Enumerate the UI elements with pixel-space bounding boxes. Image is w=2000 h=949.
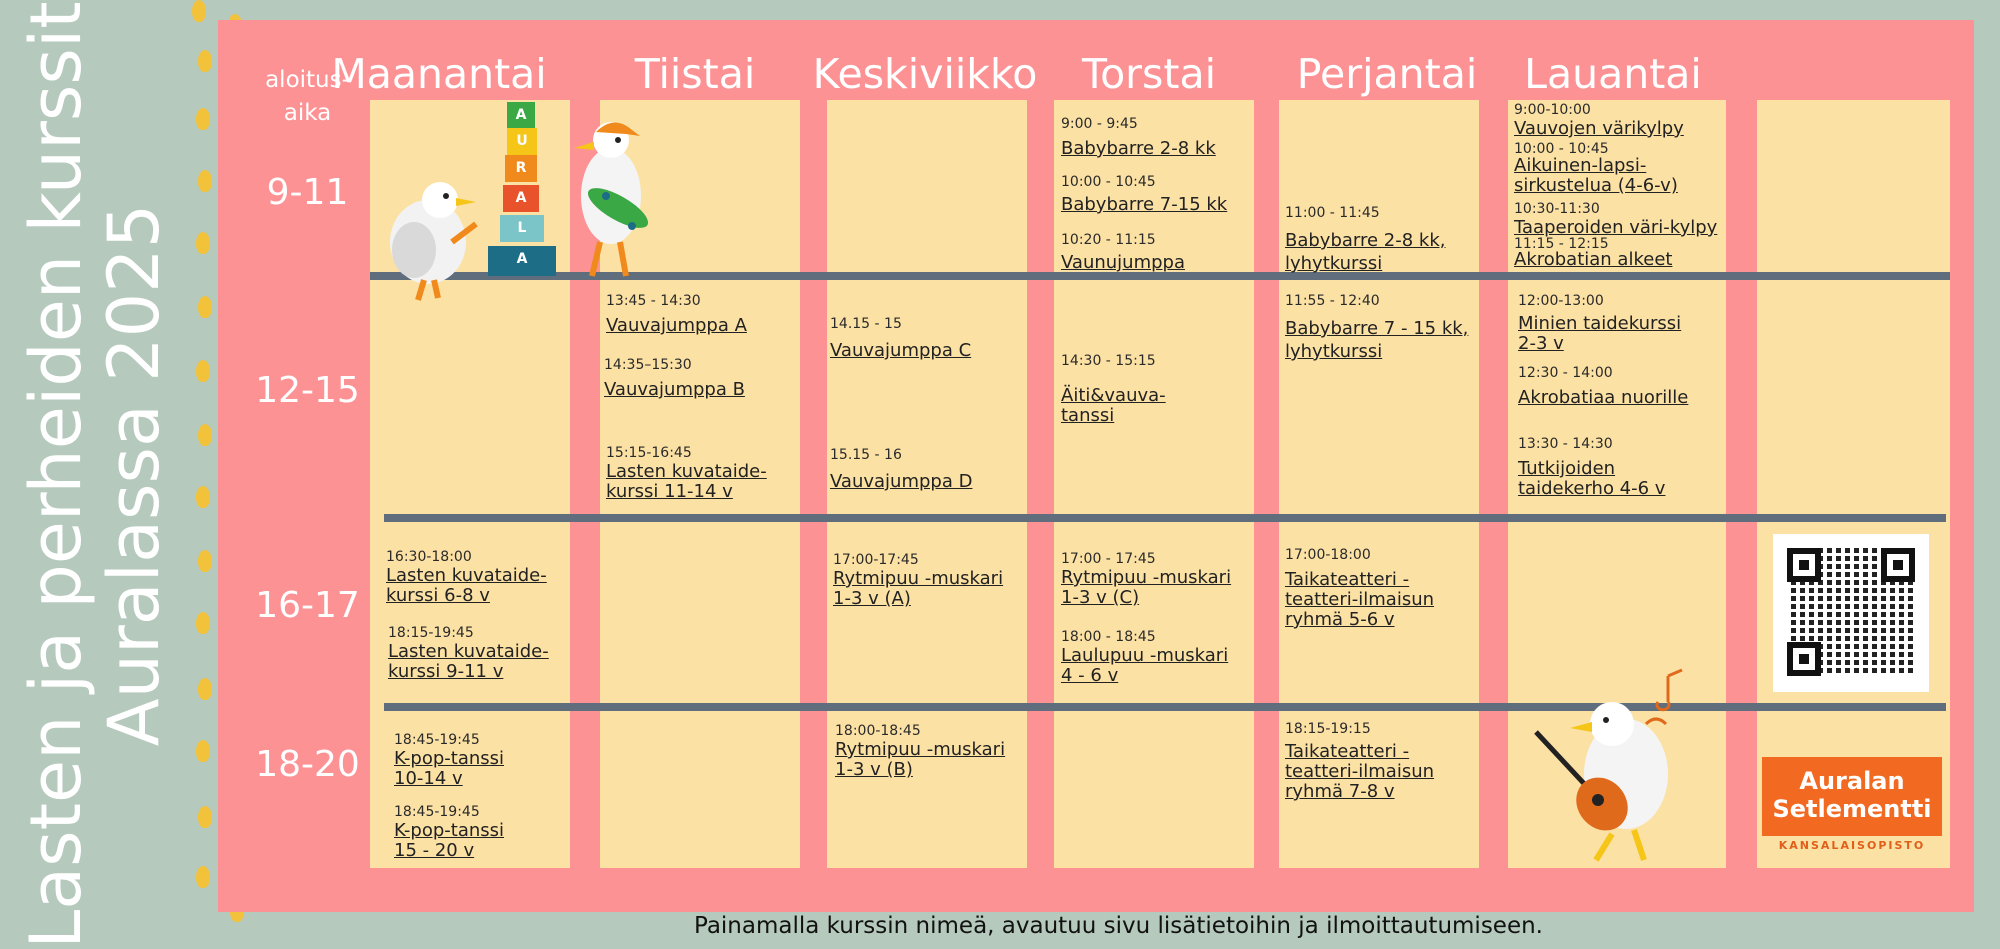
day-monday: Maanantai bbox=[331, 50, 547, 98]
column-extra bbox=[1757, 100, 1950, 868]
course-name[interactable]: Babybarre 7-15 kk bbox=[1061, 194, 1228, 215]
course-time: 16:30-18:00 bbox=[386, 549, 472, 565]
time-12-15: 12-15 bbox=[255, 370, 360, 411]
block-a3: A bbox=[488, 246, 556, 276]
course-name-2[interactable]: tanssi bbox=[1061, 405, 1115, 426]
block-r: R bbox=[505, 155, 537, 182]
divider-bar-3 bbox=[384, 703, 1946, 711]
course-name-2[interactable]: lyhytkurssi bbox=[1285, 253, 1383, 274]
course-name-2[interactable]: 15 - 20 v bbox=[394, 840, 475, 861]
course-fri-1[interactable] bbox=[1285, 204, 1446, 274]
course-name-2[interactable]: 2-3 v bbox=[1518, 333, 1564, 354]
course-name[interactable]: K-pop-tanssi bbox=[394, 748, 505, 769]
auralan-setlementti-logo[interactable] bbox=[1762, 757, 1942, 836]
course-time: 10:00 - 10:45 bbox=[1061, 174, 1156, 190]
course-name[interactable]: Tutkijoiden bbox=[1518, 458, 1616, 479]
course-name[interactable]: Akrobatiaa nuorille bbox=[1518, 387, 1689, 408]
day-tuesday: Tiistai bbox=[634, 50, 756, 98]
course-time: 10:20 - 11:15 bbox=[1061, 232, 1156, 248]
course-time: 18:00 - 18:45 bbox=[1061, 629, 1156, 645]
course-thu-2[interactable] bbox=[1061, 173, 1227, 215]
course-mon-2[interactable] bbox=[388, 624, 549, 682]
course-wed-4[interactable] bbox=[835, 722, 1005, 780]
start-label-1: aloitus- bbox=[265, 67, 350, 93]
course-thu-6[interactable] bbox=[1061, 628, 1228, 686]
course-name-2[interactable]: kurssi 11-14 v bbox=[606, 481, 733, 502]
divider-bar-2 bbox=[384, 514, 1946, 522]
course-wed-3[interactable] bbox=[833, 551, 1003, 609]
course-time: 13:45 - 14:30 bbox=[606, 293, 701, 309]
course-time: 10:00 - 10:45 bbox=[1514, 141, 1609, 157]
course-wed-2[interactable] bbox=[830, 446, 972, 492]
course-mon-1[interactable] bbox=[386, 548, 547, 606]
course-mon-3[interactable] bbox=[394, 731, 504, 789]
title-line-1: Lasten ja perheiden kurssit bbox=[15, 1, 97, 949]
course-name[interactable]: Taaperoiden väri-kylpy bbox=[1514, 217, 1718, 238]
course-time: 14:30 - 15:15 bbox=[1061, 353, 1156, 369]
course-time: 17:00 - 17:45 bbox=[1061, 551, 1156, 567]
course-time: 14:35–15:30 bbox=[604, 357, 692, 373]
course-name[interactable]: Vauvajumppa C bbox=[830, 340, 972, 361]
course-name-2[interactable]: kurssi 9-11 v bbox=[388, 661, 504, 682]
start-label-2: aika bbox=[283, 100, 332, 126]
time-18-20: 18-20 bbox=[255, 744, 360, 785]
course-name[interactable]: Lasten kuvataide- bbox=[386, 565, 547, 586]
course-name-2[interactable]: lyhytkurssi bbox=[1285, 341, 1383, 362]
course-time: 17:00-17:45 bbox=[833, 552, 919, 568]
course-time: 17:00-18:00 bbox=[1285, 547, 1371, 563]
course-name-3[interactable]: ryhmä 5-6 v bbox=[1285, 609, 1395, 630]
course-name-2[interactable]: 1-3 v (C) bbox=[1061, 587, 1140, 608]
course-name[interactable]: Rytmipuu -muskari bbox=[835, 739, 1006, 760]
course-time: 18:45-19:45 bbox=[394, 804, 480, 820]
course-time: 15:15-16:45 bbox=[606, 445, 692, 461]
footer-note: Painamalla kurssin nimeä, avautuu sivu lisätietoihin ja ilmoittautumiseen. bbox=[693, 913, 1543, 939]
course-name-2[interactable]: sirkustelua (4-6-v) bbox=[1514, 175, 1678, 196]
course-time: 18:15-19:15 bbox=[1285, 721, 1371, 737]
course-fri-3[interactable] bbox=[1285, 546, 1434, 630]
course-name-2[interactable]: 1-3 v (A) bbox=[833, 588, 911, 609]
course-time: 18:15-19:45 bbox=[388, 625, 474, 641]
course-time: 9:00 - 9:45 bbox=[1061, 116, 1138, 132]
logo-line-2: Setlementti bbox=[1772, 795, 1932, 823]
block-u: U bbox=[507, 128, 537, 155]
course-name[interactable]: Laulupuu -muskari bbox=[1061, 645, 1229, 666]
seagull-skateboard-illustration bbox=[556, 116, 676, 286]
course-thu-4[interactable] bbox=[1061, 352, 1166, 426]
course-name[interactable]: Rytmipuu -muskari bbox=[833, 568, 1004, 589]
course-name[interactable]: Lasten kuvataide- bbox=[606, 461, 767, 482]
course-name[interactable]: Aikuinen-lapsi- bbox=[1514, 155, 1647, 176]
course-name[interactable]: Vaunujumppa bbox=[1061, 252, 1185, 273]
course-fri-2[interactable] bbox=[1285, 292, 1468, 362]
course-name[interactable]: Akrobatian alkeet bbox=[1514, 249, 1673, 270]
day-saturday: Lauantai bbox=[1524, 50, 1702, 98]
course-time: 11:15 - 12:15 bbox=[1514, 236, 1609, 252]
course-time: 11:55 - 12:40 bbox=[1285, 293, 1380, 309]
course-fri-4[interactable] bbox=[1285, 720, 1434, 802]
course-time: 13:30 - 14:30 bbox=[1518, 436, 1613, 452]
qr-finder-tl bbox=[1787, 548, 1821, 582]
course-tue-3[interactable] bbox=[606, 444, 767, 502]
course-thu-1[interactable] bbox=[1061, 115, 1216, 159]
course-name[interactable]: Taikateatteri - bbox=[1285, 741, 1410, 762]
course-name-2[interactable]: 10-14 v bbox=[394, 768, 463, 789]
day-thursday: Torstai bbox=[1082, 50, 1216, 98]
course-name[interactable]: Babybarre 7 - 15 kk, bbox=[1285, 318, 1469, 339]
course-wed-1[interactable] bbox=[830, 315, 971, 361]
course-time: 18:45-19:45 bbox=[394, 732, 480, 748]
course-name-2[interactable]: 4 - 6 v bbox=[1061, 665, 1119, 686]
course-name[interactable]: K-pop-tanssi bbox=[394, 820, 505, 841]
logo-line-1: Auralan bbox=[1799, 767, 1905, 795]
course-sat-3[interactable] bbox=[1514, 200, 1717, 238]
column-thursday bbox=[1054, 100, 1254, 868]
qr-finder-bl bbox=[1787, 642, 1821, 676]
course-name[interactable]: Vauvojen värikylpy bbox=[1514, 118, 1684, 139]
time-16-17: 16-17 bbox=[255, 585, 360, 626]
course-sat-2[interactable] bbox=[1514, 142, 1678, 196]
course-sat-7[interactable] bbox=[1518, 435, 1665, 499]
course-name-2[interactable]: 1-3 v (B) bbox=[835, 759, 913, 780]
course-name[interactable]: Vauvajumppa D bbox=[830, 471, 973, 492]
course-tue-1[interactable] bbox=[606, 292, 747, 336]
course-time: 9:00-10:00 bbox=[1514, 102, 1591, 118]
course-name[interactable]: Babybarre 2-8 kk bbox=[1061, 138, 1216, 159]
qr-code[interactable] bbox=[1773, 534, 1929, 692]
course-name[interactable]: Vauvajumppa A bbox=[606, 315, 747, 336]
day-friday: Perjantai bbox=[1296, 50, 1478, 98]
course-time: 12:00-13:00 bbox=[1518, 293, 1604, 309]
block-l: L bbox=[500, 215, 544, 242]
block-a2: A bbox=[503, 185, 539, 212]
course-thu-5[interactable] bbox=[1061, 550, 1231, 608]
course-time: 10:30-11:30 bbox=[1514, 201, 1600, 217]
course-time: 15.15 - 16 bbox=[830, 447, 902, 463]
course-name[interactable]: Vauvajumppa B bbox=[604, 379, 745, 400]
course-mon-4[interactable] bbox=[394, 803, 504, 861]
course-name-3[interactable]: ryhmä 7-8 v bbox=[1285, 781, 1395, 802]
course-name[interactable]: Äiti&vauva- bbox=[1061, 385, 1166, 406]
title-line-2: Auralassa 2025 bbox=[93, 203, 175, 747]
course-sat-4[interactable] bbox=[1514, 238, 1672, 270]
course-tue-2[interactable] bbox=[604, 356, 745, 400]
course-name-2[interactable]: teatteri-ilmaisun bbox=[1285, 589, 1435, 610]
start-time-header bbox=[245, 64, 370, 130]
course-sat-6[interactable] bbox=[1518, 364, 1688, 408]
vertical-title bbox=[0, 0, 190, 949]
course-name-2[interactable]: teatteri-ilmaisun bbox=[1285, 761, 1435, 782]
course-time: 12:30 - 14:00 bbox=[1518, 365, 1613, 381]
logo-subtitle: KANSALAISOPISTO bbox=[1778, 839, 1926, 852]
course-time: 11:00 - 11:45 bbox=[1285, 205, 1380, 221]
course-name-2[interactable]: taidekerho 4-6 v bbox=[1518, 478, 1666, 499]
course-name[interactable]: Minien taidekurssi bbox=[1518, 313, 1682, 334]
day-wednesday: Keskiviikko bbox=[812, 50, 1038, 98]
course-name[interactable]: Rytmipuu -muskari bbox=[1061, 567, 1232, 588]
course-name[interactable]: Babybarre 2-8 kk, bbox=[1285, 230, 1446, 251]
course-thu-3[interactable] bbox=[1061, 231, 1185, 273]
course-name-2[interactable]: kurssi 6-8 v bbox=[386, 585, 490, 606]
course-name[interactable]: Lasten kuvataide- bbox=[388, 641, 549, 662]
course-name[interactable]: Taikateatteri - bbox=[1285, 569, 1410, 590]
course-time: 14.15 - 15 bbox=[830, 316, 902, 332]
seagull-sitting-illustration bbox=[378, 172, 498, 302]
course-time: 18:00-18:45 bbox=[835, 723, 921, 739]
course-sat-5[interactable] bbox=[1518, 292, 1681, 354]
course-sat-1[interactable] bbox=[1514, 101, 1684, 139]
seagull-guitar-illustration bbox=[1526, 664, 1701, 864]
time-9-11: 9-11 bbox=[266, 172, 349, 213]
qr-finder-tr bbox=[1881, 548, 1915, 582]
block-a: A bbox=[507, 102, 535, 129]
